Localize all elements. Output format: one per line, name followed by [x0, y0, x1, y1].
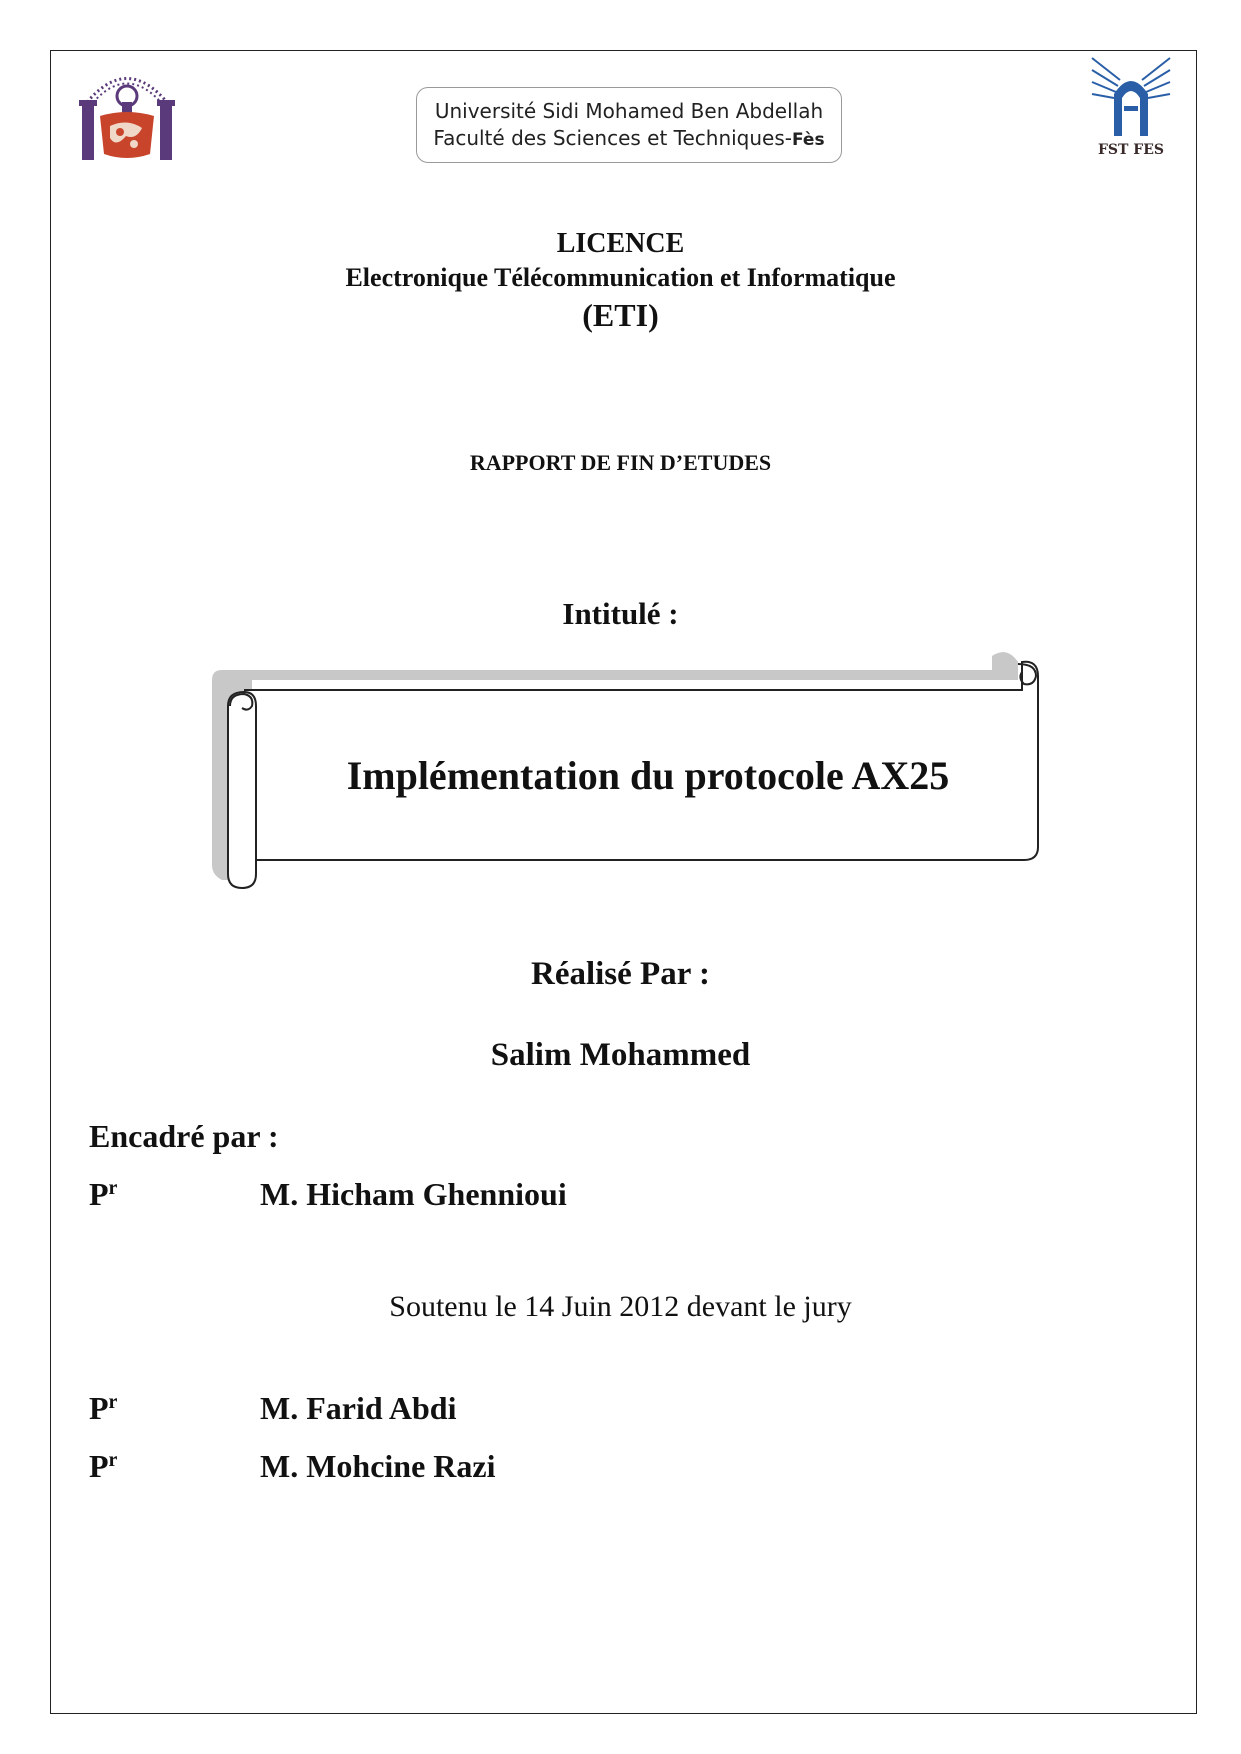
jury-title-prefix — [89, 1390, 117, 1427]
prefix-sup: r — [108, 1391, 118, 1413]
university-name: Université Sidi Mohamed Ben Abdellah — [434, 99, 824, 123]
degree-title: LICENCE — [556, 228, 685, 259]
fst-fes-logo-icon — [1090, 50, 1172, 162]
title-label: Intitulé : — [562, 596, 679, 631]
university-emblem-icon — [76, 56, 178, 162]
defense-date: Soutenu le 14 Juin 2012 devant le jury — [389, 1290, 852, 1323]
program-specialty: Electronique Télécommunication et Informatique — [345, 263, 896, 292]
prefix-sup: r — [108, 1177, 118, 1199]
prefix-letter: P — [89, 1390, 109, 1426]
program-abbreviation: (ETI) — [582, 297, 659, 333]
faculty-name-text: Faculté des Sciences et Techniques- — [433, 126, 792, 150]
report-type: RAPPORT DE FIN D’ETUDES — [469, 450, 772, 475]
prefix-letter: P — [89, 1176, 109, 1212]
supervisor-title-prefix — [89, 1176, 117, 1213]
faculty-name — [417, 125, 841, 154]
university-header-box — [416, 87, 842, 163]
report-title: Implémentation du protocole AX25 — [346, 753, 950, 798]
prefix-letter: P — [89, 1448, 109, 1484]
faculty-city: Fès — [792, 130, 825, 150]
fst-fes-logo-text: FST FES — [1097, 142, 1165, 158]
supervisor-label: Encadré par : — [89, 1118, 279, 1154]
author-name: Salim Mohammed — [490, 1037, 751, 1073]
author-label: Réalisé Par : — [530, 956, 710, 992]
prefix-sup: r — [108, 1449, 118, 1471]
jury-member-name: M. Farid Abdi — [260, 1390, 457, 1426]
supervisor-name: M. Hicham Ghennioui — [260, 1176, 567, 1212]
jury-title-prefix — [89, 1448, 117, 1485]
jury-member-name: M. Mohcine Razi — [260, 1448, 496, 1484]
